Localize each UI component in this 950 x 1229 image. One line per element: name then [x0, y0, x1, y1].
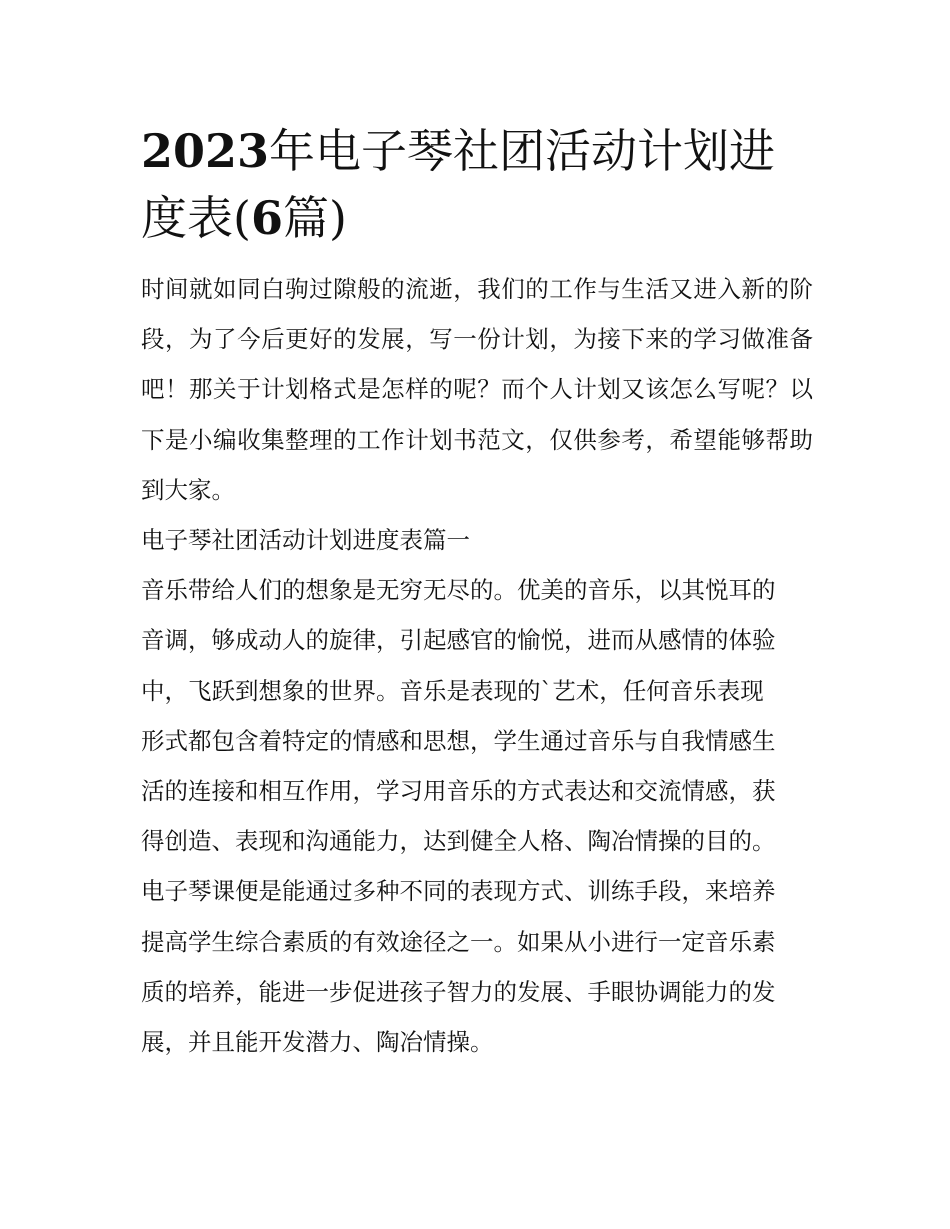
body-line: 提高学生综合素质的有效途径之一。如果从小进行一定音乐素	[141, 927, 776, 956]
document-content	[141, 118, 813, 1067]
title-year: 2023	[141, 124, 270, 178]
title-text-part-2: 度表(	[141, 191, 251, 245]
body-line: 活的连接和相互作用，学习用音乐的方式表达和交流情感，获	[141, 777, 776, 806]
body-line: 电子琴课便是能通过多种不同的表现方式、训练手段，来培养	[141, 877, 776, 906]
document-title	[141, 118, 813, 252]
body-paragraph	[141, 565, 813, 1067]
body-line: 得创造、表现和沟通能力，达到健全人格、陶冶情操的目的。	[141, 827, 776, 856]
body-line: 形式都包含着特定的情感和思想，学生通过音乐与自我情感生	[141, 726, 776, 755]
body-line: 展，并且能开发潜力、陶冶情操。	[141, 1028, 494, 1057]
body-line: 音调，够成动人的旋律，引起感官的愉悦，进而从感情的体验	[141, 626, 776, 655]
body-line: 质的培养，能进一步促进孩子智力的发展、手眼协调能力的发	[141, 977, 776, 1006]
title-count: 6	[250, 191, 283, 245]
body-line: 音乐带给人们的想象是无穷无尽的。优美的音乐，以其悦耳的	[141, 576, 776, 605]
title-text-part-1: 年电子琴社团活动计划进	[269, 124, 776, 178]
body-line: 中，飞跃到想象的世界。音乐是表现的`艺术，任何音乐表现	[141, 676, 764, 705]
section-heading: 电子琴社团活动计划进度表篇一	[141, 526, 470, 555]
title-text-part-3: 篇)	[282, 191, 347, 245]
intro-paragraph: 时间就如同白驹过隙般的流逝，我们的工作与生活又进入新的阶段，为了今后更好的发展，写一份计划，为接下来的学习做准备吧！那关于计划格式是怎样的呢？而个人计划又该怎么写呢？以下是小编收集整理的工作计划书范文，仅供参考，希望能够帮助到大家。	[141, 275, 813, 504]
